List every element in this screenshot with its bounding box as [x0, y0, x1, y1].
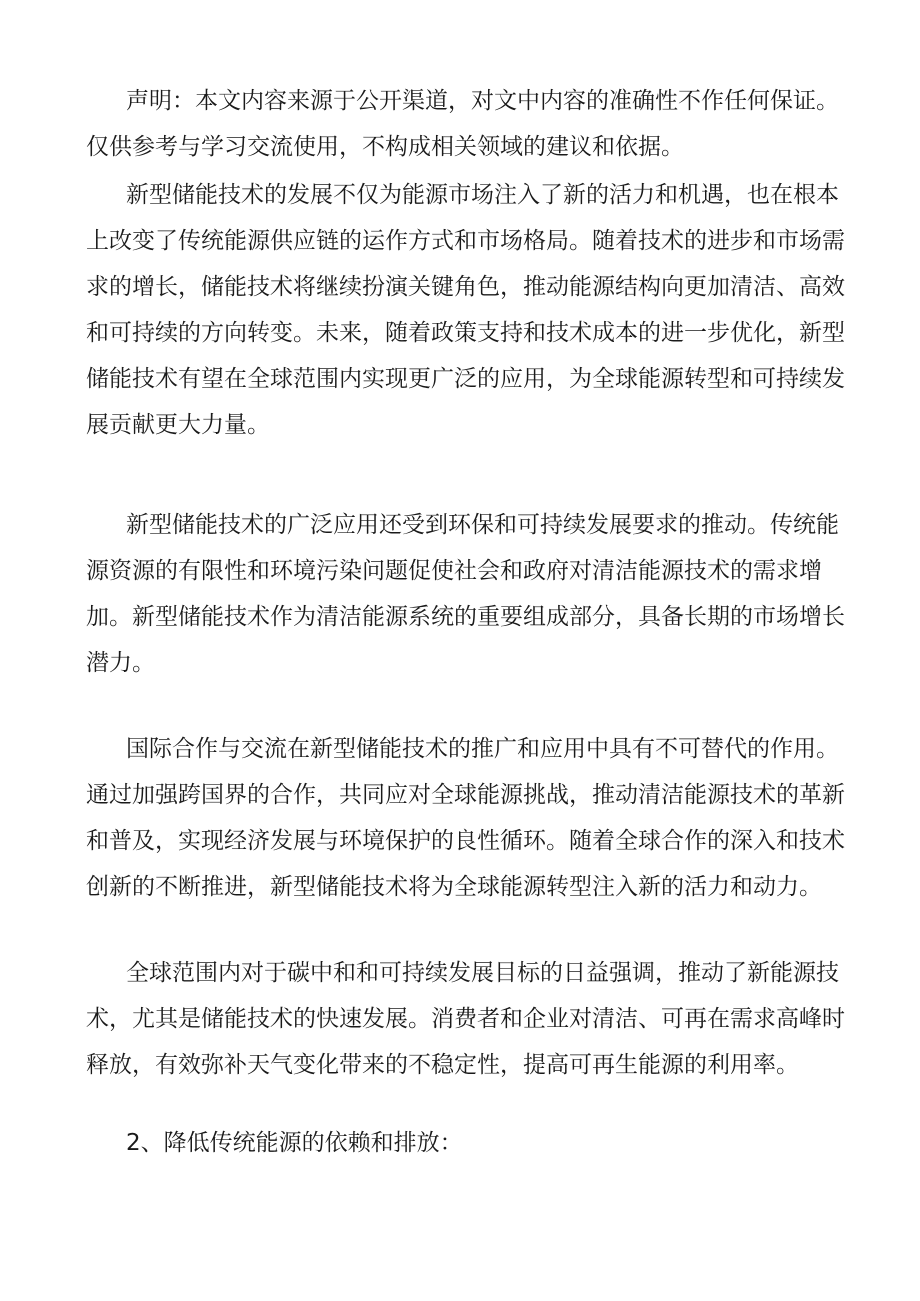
paragraph-line: 加。新型储能技术作为清洁能源系统的重要组成部分，具备长期的市场增长	[86, 604, 845, 630]
paragraph-line: 释放，有效弥补天气变化带来的不稳定性，提高可再生能源的利用率。	[86, 1052, 799, 1078]
paragraph-line: 储能技术有望在全球范围内实现更广泛的应用，为全球能源转型和可持续发	[86, 366, 845, 392]
paragraph-line: 全球范围内对于碳中和和可持续发展目标的日益强调，推动了新能源技	[126, 960, 839, 986]
carbon-paragraph	[0, 950, 920, 1088]
paragraph-line: 通过加强跨国界的合作，共同应对全球能源挑战，推动清洁能源技术的革新	[86, 782, 845, 808]
cooperation-paragraph	[0, 726, 920, 910]
paragraph-line: 术，尤其是储能技术的快速发展。消费者和企业对清洁、可再在需求高峰时	[86, 1006, 845, 1032]
environment-paragraph	[0, 502, 920, 686]
paragraph-line: 仅供参考与学习交流使用，不构成相关领域的建议和依据。	[86, 134, 684, 160]
paragraph-line: 潜力。	[86, 650, 155, 676]
paragraph-line: 源资源的有限性和环境污染问题促使社会和政府对清洁能源技术的需求增	[86, 558, 822, 584]
paragraph-line: 声明：本文内容来源于公开渠道，对文中内容的准确性不作任何保证。	[126, 88, 839, 114]
paragraph-line: 新型储能技术的广泛应用还受到环保和可持续发展要求的推动。传统能	[126, 512, 839, 538]
development-paragraph	[0, 172, 920, 448]
paragraph-line: 和普及，实现经济发展与环境保护的良性循环。随着全球合作的深入和技术	[86, 828, 845, 854]
paragraph-line: 新型储能技术的发展不仅为能源市场注入了新的活力和机遇，也在根本	[126, 182, 839, 208]
paragraph-line: 创新的不断推进，新型储能技术将为全球能源转型注入新的活力和动力。	[86, 874, 822, 900]
section-heading	[0, 1120, 920, 1166]
section-heading-text: 2、降低传统能源的依赖和排放：	[126, 1130, 463, 1156]
paragraph-line: 国际合作与交流在新型储能技术的推广和应用中具有不可替代的作用。	[126, 736, 839, 762]
paragraph-line: 求的增长，储能技术将继续扮演关键角色，推动能源结构向更加清洁、高效	[86, 274, 845, 300]
paragraph-line: 和可持续的方向转变。未来，随着政策支持和技术成本的进一步优化，新型	[86, 320, 845, 346]
paragraph-line: 上改变了传统能源供应链的运作方式和市场格局。随着技术的进步和市场需	[86, 228, 845, 254]
disclaimer-paragraph	[0, 78, 920, 170]
paragraph-line: 展贡献更大力量。	[86, 412, 270, 438]
